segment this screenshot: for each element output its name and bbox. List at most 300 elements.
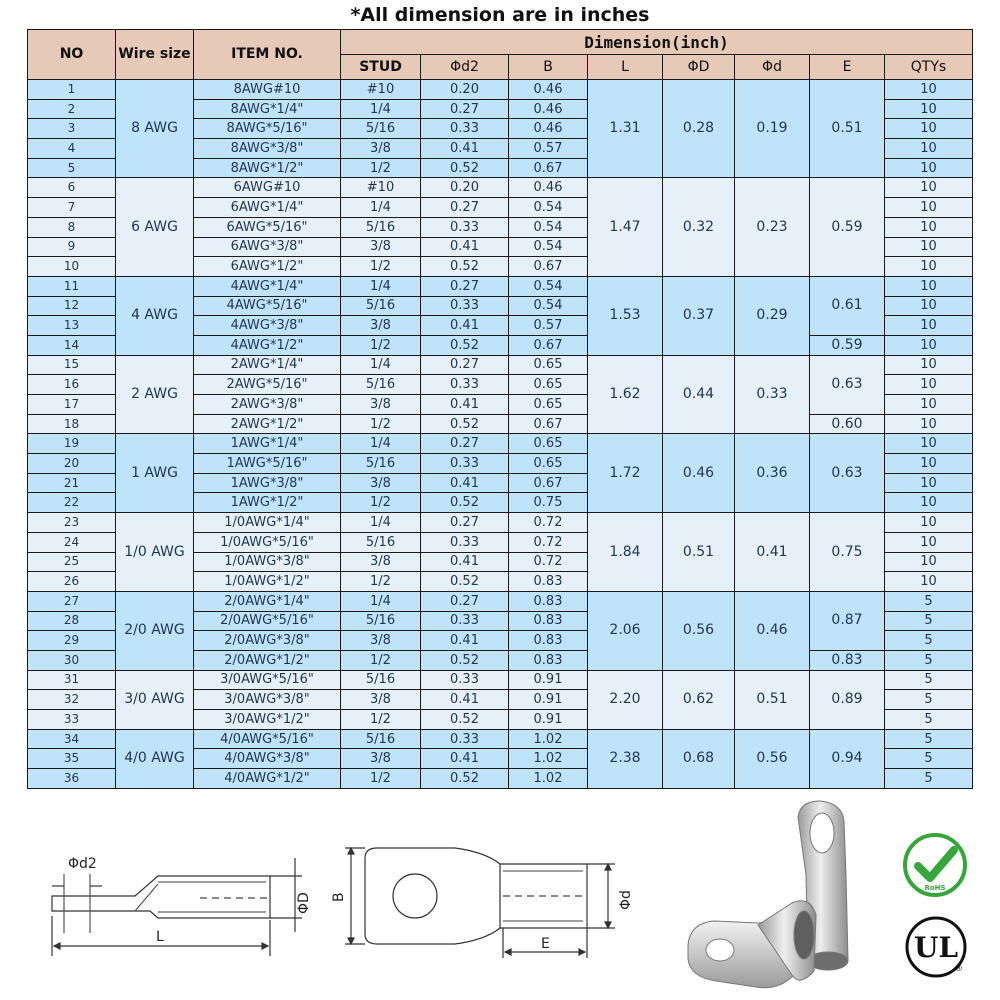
header-outer-diameter: ΦD	[663, 55, 735, 80]
cell-d2: 0.41	[421, 139, 509, 159]
cell-stud: 3/8	[341, 473, 421, 493]
cell-no: 18	[28, 414, 116, 434]
cell-stud: 3/8	[341, 552, 421, 572]
cell-no: 11	[28, 276, 116, 296]
cell-no: 15	[28, 355, 116, 375]
cell-stud: 5/16	[341, 532, 421, 552]
cell-stud: 1/4	[341, 355, 421, 375]
cell-b: 0.46	[509, 80, 588, 100]
cell-no: 1	[28, 80, 116, 100]
cell-no: 23	[28, 513, 116, 533]
cell-e: 0.87	[810, 591, 885, 650]
cell-qtys: 10	[885, 532, 973, 552]
cell-qtys: 5	[885, 729, 973, 749]
cell-d2: 0.52	[421, 769, 509, 789]
rohs-label: RoHS	[924, 884, 946, 892]
cell-item-no: 1/0AWG*3/8"	[194, 552, 341, 572]
cell-stud: 1/2	[341, 710, 421, 730]
cell-item-no: 6AWG*5/16"	[194, 217, 341, 237]
cell-item-no: 6AWG*1/2"	[194, 257, 341, 277]
cell-item-no: 2/0AWG*1/2"	[194, 650, 341, 670]
cell-b: 0.67	[509, 335, 588, 355]
cell-qtys: 5	[885, 690, 973, 710]
cell-outer-diameter: 0.44	[663, 355, 735, 434]
cell-outer-diameter: 0.46	[663, 434, 735, 513]
cell-d2: 0.41	[421, 690, 509, 710]
cell-b: 0.57	[509, 316, 588, 336]
cell-b: 0.72	[509, 552, 588, 572]
cell-d2: 0.33	[421, 119, 509, 139]
cell-qtys: 10	[885, 257, 973, 277]
cell-d2: 0.52	[421, 493, 509, 513]
cell-b: 0.83	[509, 572, 588, 592]
cell-wire-size: 2 AWG	[116, 355, 194, 434]
cell-no: 29	[28, 631, 116, 651]
cell-b: 0.75	[509, 493, 588, 513]
cell-stud: 1/4	[341, 513, 421, 533]
cell-b: 0.65	[509, 395, 588, 415]
cell-b: 0.54	[509, 276, 588, 296]
cell-stud: 5/16	[341, 119, 421, 139]
cell-item-no: 4AWG*3/8"	[194, 316, 341, 336]
cell-d2: 0.41	[421, 631, 509, 651]
cell-item-no: 2AWG*1/4"	[194, 355, 341, 375]
cell-wire-size: 1 AWG	[116, 434, 194, 513]
page-title: *All dimension are in inches	[350, 4, 650, 26]
cell-b: 0.72	[509, 513, 588, 533]
cell-b: 1.02	[509, 769, 588, 789]
cell-d2: 0.41	[421, 552, 509, 572]
cell-item-no: 1/0AWG*5/16"	[194, 532, 341, 552]
cell-no: 24	[28, 532, 116, 552]
cell-qtys: 5	[885, 591, 973, 611]
cell-e: 0.63	[810, 355, 885, 414]
cell-b: 1.02	[509, 749, 588, 769]
cell-d2: 0.33	[421, 454, 509, 474]
cell-d2: 0.33	[421, 611, 509, 631]
cell-b: 0.72	[509, 532, 588, 552]
cell-item-no: 8AWG*1/2"	[194, 158, 341, 178]
cell-qtys: 10	[885, 198, 973, 218]
cell-stud: 1/2	[341, 650, 421, 670]
cell-stud: 5/16	[341, 217, 421, 237]
cell-item-no: 1/0AWG*1/4"	[194, 513, 341, 533]
cell-d2: 0.27	[421, 591, 509, 611]
cell-b: 0.65	[509, 434, 588, 454]
label-d2: Φd2	[68, 856, 97, 872]
cell-item-no: 2AWG*3/8"	[194, 395, 341, 415]
cell-l: 1.53	[588, 276, 663, 355]
cell-b: 0.83	[509, 650, 588, 670]
cell-inner-diameter: 0.33	[735, 355, 810, 434]
cell-b: 1.02	[509, 729, 588, 749]
cell-l: 1.31	[588, 80, 663, 178]
cell-d2: 0.33	[421, 729, 509, 749]
cell-e: 0.63	[810, 434, 885, 513]
cell-no: 19	[28, 434, 116, 454]
ul-icon	[904, 915, 968, 979]
table-row	[28, 670, 973, 690]
cell-item-no: 2AWG*1/2"	[194, 414, 341, 434]
cell-no: 22	[28, 493, 116, 513]
cell-wire-size: 6 AWG	[116, 178, 194, 276]
header-b: B	[509, 55, 588, 80]
cell-no: 17	[28, 395, 116, 415]
cell-item-no: 1AWG*5/16"	[194, 454, 341, 474]
cell-inner-diameter: 0.46	[735, 591, 810, 670]
cell-item-no: 4/0AWG*3/8"	[194, 749, 341, 769]
cell-stud: 1/2	[341, 769, 421, 789]
cell-item-no: 1/0AWG*1/2"	[194, 572, 341, 592]
cell-qtys: 10	[885, 434, 973, 454]
cell-item-no: 6AWG*1/4"	[194, 198, 341, 218]
cell-item-no: 4AWG*5/16"	[194, 296, 341, 316]
table-row	[28, 276, 973, 296]
cell-b: 0.67	[509, 414, 588, 434]
cell-stud: #10	[341, 178, 421, 198]
table-row	[28, 434, 973, 454]
cell-item-no: 3/0AWG*1/2"	[194, 710, 341, 730]
cell-no: 4	[28, 139, 116, 159]
cell-b: 0.46	[509, 99, 588, 119]
table-row	[28, 80, 973, 100]
cell-qtys: 10	[885, 99, 973, 119]
cell-outer-diameter: 0.62	[663, 670, 735, 729]
cell-no: 35	[28, 749, 116, 769]
cell-l: 2.38	[588, 729, 663, 788]
cell-qtys: 5	[885, 749, 973, 769]
cell-stud: 5/16	[341, 611, 421, 631]
cell-d2: 0.33	[421, 670, 509, 690]
cell-e: 0.59	[810, 335, 885, 355]
header-l: L	[588, 55, 663, 80]
cell-qtys: 5	[885, 710, 973, 730]
cell-inner-diameter: 0.19	[735, 80, 810, 178]
cell-d2: 0.52	[421, 650, 509, 670]
cell-qtys: 10	[885, 158, 973, 178]
cell-qtys: 5	[885, 650, 973, 670]
cell-item-no: 4AWG*1/4"	[194, 276, 341, 296]
cell-stud: 5/16	[341, 296, 421, 316]
cell-l: 1.62	[588, 355, 663, 434]
cell-qtys: 10	[885, 139, 973, 159]
cell-item-no: 8AWG#10	[194, 80, 341, 100]
cell-wire-size: 8 AWG	[116, 80, 194, 178]
cell-no: 26	[28, 572, 116, 592]
cell-b: 0.91	[509, 710, 588, 730]
cell-d2: 0.20	[421, 178, 509, 198]
spec-table-body	[28, 80, 973, 789]
cell-b: 0.83	[509, 611, 588, 631]
cell-no: 9	[28, 237, 116, 257]
cell-item-no: 4AWG*1/2"	[194, 335, 341, 355]
cell-stud: 1/2	[341, 493, 421, 513]
cell-b: 0.57	[509, 139, 588, 159]
cell-d2: 0.52	[421, 414, 509, 434]
cell-stud: 1/4	[341, 591, 421, 611]
cell-qtys: 5	[885, 611, 973, 631]
cell-item-no: 3/0AWG*3/8"	[194, 690, 341, 710]
cell-no: 6	[28, 178, 116, 198]
table-row	[28, 591, 973, 611]
cell-stud: 3/8	[341, 316, 421, 336]
cell-inner-diameter: 0.56	[735, 729, 810, 788]
rohs-icon	[902, 832, 968, 898]
cell-b: 0.65	[509, 375, 588, 395]
cell-stud: 3/8	[341, 631, 421, 651]
cell-item-no: 6AWG*3/8"	[194, 237, 341, 257]
header-dimension: Dimension(inch)	[341, 30, 973, 55]
header-no: NO	[28, 30, 116, 80]
cell-d2: 0.27	[421, 355, 509, 375]
cell-qtys: 10	[885, 572, 973, 592]
cell-outer-diameter: 0.51	[663, 513, 735, 592]
cell-item-no: 2/0AWG*5/16"	[194, 611, 341, 631]
header-wire-size: Wire size	[116, 30, 194, 80]
cell-l: 1.72	[588, 434, 663, 513]
cell-b: 0.67	[509, 158, 588, 178]
cell-qtys: 10	[885, 493, 973, 513]
table-row	[28, 178, 973, 198]
header-e: E	[810, 55, 885, 80]
cell-b: 0.91	[509, 670, 588, 690]
cell-item-no: 1AWG*3/8"	[194, 473, 341, 493]
cell-d2: 0.27	[421, 276, 509, 296]
cell-b: 0.65	[509, 355, 588, 375]
cell-l: 2.20	[588, 670, 663, 729]
cell-qtys: 5	[885, 670, 973, 690]
cell-no: 27	[28, 591, 116, 611]
cell-inner-diameter: 0.41	[735, 513, 810, 592]
cell-stud: 3/8	[341, 690, 421, 710]
cell-inner-diameter: 0.29	[735, 276, 810, 355]
cell-no: 3	[28, 119, 116, 139]
cell-no: 33	[28, 710, 116, 730]
cell-stud: 1/4	[341, 434, 421, 454]
lying-lug	[688, 901, 816, 988]
cell-item-no: 8AWG*5/16"	[194, 119, 341, 139]
label-e: E	[541, 936, 550, 952]
table-row	[28, 729, 973, 749]
cell-e: 0.94	[810, 729, 885, 788]
cell-qtys: 10	[885, 178, 973, 198]
cell-b: 0.54	[509, 237, 588, 257]
cell-d2: 0.33	[421, 217, 509, 237]
cell-wire-size: 4/0 AWG	[116, 729, 194, 788]
cell-b: 0.83	[509, 631, 588, 651]
cell-qtys: 10	[885, 395, 973, 415]
cell-item-no: 3/0AWG*5/16"	[194, 670, 341, 690]
ul-label: UL	[913, 931, 959, 964]
cell-no: 20	[28, 454, 116, 474]
cell-no: 13	[28, 316, 116, 336]
cell-no: 30	[28, 650, 116, 670]
side-view-diagram	[40, 838, 330, 968]
cell-no: 32	[28, 690, 116, 710]
cell-qtys: 10	[885, 454, 973, 474]
cell-d2: 0.27	[421, 434, 509, 454]
cell-b: 0.67	[509, 473, 588, 493]
cell-d2: 0.52	[421, 335, 509, 355]
cell-b: 0.54	[509, 296, 588, 316]
cell-no: 28	[28, 611, 116, 631]
cell-e: 0.61	[810, 276, 885, 335]
cell-d2: 0.33	[421, 532, 509, 552]
cell-no: 21	[28, 473, 116, 493]
cell-no: 10	[28, 257, 116, 277]
cell-qtys: 5	[885, 631, 973, 651]
cell-item-no: 8AWG*1/4"	[194, 99, 341, 119]
cell-stud: 1/2	[341, 257, 421, 277]
table-row	[28, 355, 973, 375]
cell-stud: #10	[341, 80, 421, 100]
cell-no: 5	[28, 158, 116, 178]
cell-d2: 0.41	[421, 316, 509, 336]
cell-item-no: 1AWG*1/4"	[194, 434, 341, 454]
cell-l: 2.06	[588, 591, 663, 670]
spec-table	[27, 29, 973, 789]
cell-stud: 1/4	[341, 99, 421, 119]
cell-b: 0.46	[509, 119, 588, 139]
cell-qtys: 10	[885, 80, 973, 100]
cell-b: 0.83	[509, 591, 588, 611]
cell-outer-diameter: 0.32	[663, 178, 735, 276]
cell-no: 34	[28, 729, 116, 749]
cell-no: 36	[28, 769, 116, 789]
cell-qtys: 10	[885, 335, 973, 355]
cell-inner-diameter: 0.36	[735, 434, 810, 513]
label-b: B	[331, 892, 347, 902]
cell-d2: 0.52	[421, 257, 509, 277]
cell-e: 0.59	[810, 178, 885, 276]
cell-stud: 1/2	[341, 572, 421, 592]
cell-d2: 0.41	[421, 237, 509, 257]
cell-d2: 0.52	[421, 572, 509, 592]
cell-b: 0.46	[509, 178, 588, 198]
cell-qtys: 5	[885, 769, 973, 789]
cell-stud: 3/8	[341, 749, 421, 769]
cell-d2: 0.41	[421, 473, 509, 493]
cell-qtys: 10	[885, 237, 973, 257]
header-stud: STUD	[341, 55, 421, 80]
cell-wire-size: 2/0 AWG	[116, 591, 194, 670]
cell-no: 8	[28, 217, 116, 237]
cell-inner-diameter: 0.51	[735, 670, 810, 729]
cell-outer-diameter: 0.28	[663, 80, 735, 178]
cell-e: 0.75	[810, 513, 885, 592]
cell-stud: 1/4	[341, 276, 421, 296]
cell-d2: 0.52	[421, 710, 509, 730]
cell-qtys: 10	[885, 355, 973, 375]
cell-e: 0.51	[810, 80, 885, 178]
top-view-diagram	[325, 836, 665, 966]
cell-stud: 1/4	[341, 198, 421, 218]
cell-item-no: 2/0AWG*1/4"	[194, 591, 341, 611]
cell-no: 2	[28, 99, 116, 119]
cell-qtys: 10	[885, 414, 973, 434]
cell-e: 0.89	[810, 670, 885, 729]
cell-d2: 0.52	[421, 158, 509, 178]
cell-qtys: 10	[885, 276, 973, 296]
table-row	[28, 513, 973, 533]
cell-stud: 1/2	[341, 158, 421, 178]
cell-b: 0.65	[509, 454, 588, 474]
header-inner-diameter: Φd	[735, 55, 810, 80]
cell-item-no: 4/0AWG*5/16"	[194, 729, 341, 749]
label-l: L	[156, 929, 164, 945]
cell-d2: 0.27	[421, 513, 509, 533]
cell-item-no: 1AWG*1/2"	[194, 493, 341, 513]
cell-item-no: 2/0AWG*3/8"	[194, 631, 341, 651]
cell-stud: 3/8	[341, 237, 421, 257]
cell-d2: 0.41	[421, 395, 509, 415]
cell-outer-diameter: 0.56	[663, 591, 735, 670]
cell-d2: 0.27	[421, 99, 509, 119]
cell-outer-diameter: 0.37	[663, 276, 735, 355]
cell-l: 1.84	[588, 513, 663, 592]
cell-qtys: 10	[885, 552, 973, 572]
cell-item-no: 4/0AWG*1/2"	[194, 769, 341, 789]
cell-stud: 5/16	[341, 670, 421, 690]
cell-stud: 3/8	[341, 395, 421, 415]
cell-d2: 0.20	[421, 80, 509, 100]
cell-stud: 3/8	[341, 139, 421, 159]
cell-d2: 0.27	[421, 198, 509, 218]
cell-qtys: 10	[885, 296, 973, 316]
cell-no: 14	[28, 335, 116, 355]
header-item-no: ITEM NO.	[194, 30, 341, 80]
cell-qtys: 10	[885, 375, 973, 395]
cell-d2: 0.33	[421, 375, 509, 395]
cell-qtys: 10	[885, 217, 973, 237]
cell-no: 7	[28, 198, 116, 218]
cell-no: 12	[28, 296, 116, 316]
cell-no: 16	[28, 375, 116, 395]
cell-item-no: 2AWG*5/16"	[194, 375, 341, 395]
cell-b: 0.67	[509, 257, 588, 277]
cell-e: 0.83	[810, 650, 885, 670]
cell-d2: 0.41	[421, 749, 509, 769]
cell-outer-diameter: 0.68	[663, 729, 735, 788]
cell-qtys: 10	[885, 316, 973, 336]
cell-b: 0.54	[509, 217, 588, 237]
cell-stud: 1/2	[341, 414, 421, 434]
cell-no: 25	[28, 552, 116, 572]
header-d2: Φd2	[421, 55, 509, 80]
cell-inner-diameter: 0.23	[735, 178, 810, 276]
product-illustration	[680, 795, 885, 995]
cell-stud: 5/16	[341, 454, 421, 474]
header-qtys: QTYs	[885, 55, 973, 80]
cell-item-no: 6AWG#10	[194, 178, 341, 198]
cell-wire-size: 3/0 AWG	[116, 670, 194, 729]
cell-stud: 5/16	[341, 729, 421, 749]
cell-no: 31	[28, 670, 116, 690]
cell-e: 0.60	[810, 414, 885, 434]
cell-qtys: 10	[885, 473, 973, 493]
cell-qtys: 10	[885, 119, 973, 139]
cell-qtys: 10	[885, 513, 973, 533]
cell-item-no: 8AWG*3/8"	[194, 139, 341, 159]
cell-l: 1.47	[588, 178, 663, 276]
cell-wire-size: 4 AWG	[116, 276, 194, 355]
cell-stud: 1/2	[341, 335, 421, 355]
cell-b: 0.91	[509, 690, 588, 710]
cell-stud: 5/16	[341, 375, 421, 395]
svg-text:®: ®	[954, 964, 963, 974]
cell-wire-size: 1/0 AWG	[116, 513, 194, 592]
label-inner-d: Φd	[618, 890, 634, 910]
